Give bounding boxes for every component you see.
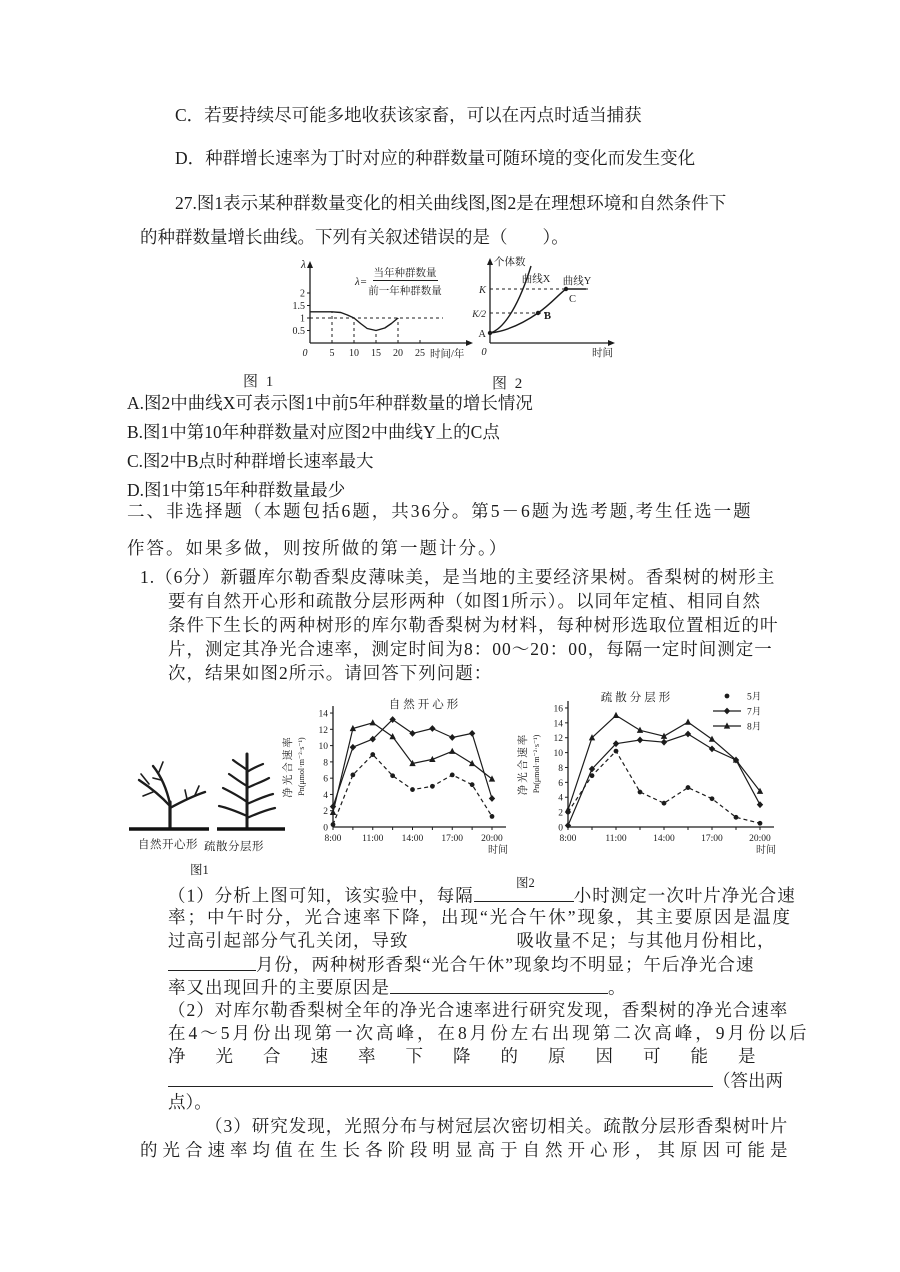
q1-stem-line3: 条件下生长的两种树形的库尔勒香梨树为材料，每种树形选取位置相近的叶 <box>168 615 779 635</box>
svg-text:时间: 时间 <box>592 348 613 359</box>
svg-text:20: 20 <box>393 348 403 359</box>
svg-text:A: A <box>478 329 486 340</box>
svg-text:1: 1 <box>300 313 305 325</box>
sub1-line5-text-b: 。 <box>608 977 627 998</box>
sub1-line5-text-a: 率又出现回升的主要原因是 <box>168 977 390 998</box>
svg-text:时间: 时间 <box>756 845 776 856</box>
svg-text:12: 12 <box>553 734 563 745</box>
sub1-line2: 率；中午时分，光合速率下降，出现“光合午休”现象，其主要原因是温度 <box>168 907 793 927</box>
sub3-line1: （3）研究发现，光照分布与树冠层次密切相关。疏散分层形香梨树叶片 <box>205 1116 789 1136</box>
tree-label-open-center: 自然开心形 <box>138 839 198 851</box>
q27-figure2-growth-curves-chart <box>473 252 628 370</box>
layered-tree-drawing <box>219 754 275 828</box>
svg-text:2: 2 <box>558 808 563 819</box>
sub1-line1 <box>168 883 796 907</box>
section2-header-line1: 二、非选择题（本题包括6题，共36分。第5－6题为选考题,考生任选一题 <box>127 501 753 521</box>
q1-stem-line4: 片，测定其净光合速率，测定时间为8：00～20：00，每隔一定时间测定一 <box>168 639 773 659</box>
q27-fig1-caption: 图 1 <box>243 374 276 390</box>
svg-text:10: 10 <box>349 348 359 359</box>
tree-label-layered: 疏散分层形 <box>204 841 264 853</box>
q27-option-a: A.图2中曲线X可表示图1中前5年种群数量的增长情况 <box>127 393 533 413</box>
svg-text:λ=: λ= <box>355 276 368 288</box>
svg-text:B: B <box>544 311 552 322</box>
q1-stem-line5: 次，结果如图2所示。请回答下列问题： <box>168 663 493 683</box>
pn-chart-layered <box>518 688 793 866</box>
q1-stem-line1: 1.（6分）新疆库尔勒香梨皮薄味美，是当地的主要经济果树。香梨树的树形主 <box>140 567 776 587</box>
svg-text:2: 2 <box>323 807 328 818</box>
svg-text:λ: λ <box>301 259 306 271</box>
svg-text:0: 0 <box>481 347 487 358</box>
svg-text:8:00: 8:00 <box>324 834 342 844</box>
svg-text:时间: 时间 <box>488 845 508 856</box>
svg-text:Pn(μmol·m⁻²·s⁻¹): Pn(μmol·m⁻²·s⁻¹) <box>532 734 541 794</box>
svg-text:14:00: 14:00 <box>401 834 424 844</box>
sub1-line1-text-b: 小时测定一次叶片净光合速 <box>573 885 796 906</box>
q27-stem-line2: 的种群数量增长曲线。下列有关叙述错误的是（ ）。 <box>140 227 569 247</box>
svg-text:10: 10 <box>553 749 563 760</box>
sub1-line3 <box>168 929 776 952</box>
blank-month <box>168 952 256 971</box>
svg-text:C: C <box>569 294 577 305</box>
svg-text:6: 6 <box>323 774 328 785</box>
svg-text:0.5: 0.5 <box>292 326 305 337</box>
blank-decline-reason <box>168 1068 713 1087</box>
svg-text:12: 12 <box>318 725 328 736</box>
svg-text:0: 0 <box>558 823 563 834</box>
svg-text:8:00: 8:00 <box>559 834 577 844</box>
q27-stem-line1: 27.图1表示某种群数量变化的相关曲线图,图2是在理想环境和自然条件下 <box>175 193 727 213</box>
svg-text:K: K <box>478 285 486 296</box>
q27-option-b: B.图1中第10年种群数量对应图2中曲线Y上的C点 <box>127 422 500 442</box>
blank-co2-absorption <box>409 929 517 947</box>
svg-text:1.5: 1.5 <box>292 301 305 312</box>
svg-text:10: 10 <box>318 742 328 753</box>
svg-text:自然开心形: 自然开心形 <box>388 699 462 711</box>
sub1-line4-text: 月份，两种树形香梨“光合午休”现象均不明显；午后净光合速 <box>256 954 755 975</box>
svg-text:20:00: 20:00 <box>481 834 503 844</box>
svg-text:Pn(μmol·m⁻²·s⁻¹): Pn(μmol·m⁻²·s⁻¹) <box>297 737 306 796</box>
svg-text:0: 0 <box>323 823 328 834</box>
svg-text:5月: 5月 <box>747 692 762 703</box>
sub2-line2: 在4～5月份出现第一次高峰，在8月份左右出现第二次高峰，9月份以后 <box>168 1023 810 1043</box>
svg-text:净光合速率: 净光合速率 <box>283 735 294 798</box>
q26-option-d: D．种群增长速率为丁时对应的种群数量可随环境的变化而发生变化 <box>175 148 696 168</box>
q27-fig2-caption: 图 2 <box>492 376 525 392</box>
sub1-line3-text-b: 吸收量不足；与其他月份相比， <box>516 930 776 951</box>
q27-figure1-lambda-chart <box>283 255 483 373</box>
sub2-line3: 净光合速率下降的原因可能是 <box>168 1046 786 1066</box>
sub2-line4 <box>168 1068 783 1092</box>
svg-text:净光合速率: 净光合速率 <box>518 732 529 796</box>
q26-option-c: C．若要持续尽可能多地收获该家畜，可以在丙点时适当捕获 <box>175 105 642 125</box>
open-center-tree-drawing <box>139 762 205 828</box>
blank-afternoon-recovery-reason <box>390 975 608 994</box>
svg-text:4: 4 <box>323 790 328 801</box>
svg-text:8: 8 <box>323 758 328 769</box>
svg-text:14:00: 14:00 <box>653 834 675 844</box>
svg-text:11:00: 11:00 <box>362 834 384 844</box>
q1-stem-line2: 要有自然开心形和疏散分层形两种（如图1所示）。以同年定植、相同自然 <box>168 591 761 611</box>
svg-text:0: 0 <box>302 348 308 359</box>
svg-text:15: 15 <box>371 348 381 359</box>
svg-text:曲线Y: 曲线Y <box>562 276 592 287</box>
svg-text:曲线X: 曲线X <box>521 274 551 285</box>
sub1-line1-text-a: （1）分析上图可知，该实验中，每隔 <box>168 885 474 906</box>
svg-text:17:00: 17:00 <box>441 834 464 844</box>
svg-text:K/2: K/2 <box>472 310 486 320</box>
pn-chart-natural-open <box>278 695 523 863</box>
sub1-line4 <box>168 952 755 976</box>
tree-shapes-figure <box>125 742 290 834</box>
q1-fig1-caption: 图1 <box>190 863 209 877</box>
svg-text:16: 16 <box>553 704 563 715</box>
blank-interval-hours <box>474 883 574 902</box>
sub2-line1: （2）对库尔勒香梨树全年的净光合速率进行研究发现，香梨树的净光合速率 <box>168 1000 789 1020</box>
svg-text:14: 14 <box>553 719 563 730</box>
svg-text:2: 2 <box>300 288 305 300</box>
svg-text:8: 8 <box>558 763 563 774</box>
svg-text:20:00: 20:00 <box>749 834 771 844</box>
q27-option-c: C.图2中B点时种群增长速率最大 <box>127 451 374 471</box>
sub2-line4-text: （答出两 <box>713 1070 783 1091</box>
svg-text:17:00: 17:00 <box>701 834 723 844</box>
sub3-line2: 的光合速率均值在生长各阶段明显高于自然开心形，其原因可能是 <box>140 1140 793 1160</box>
svg-text:5: 5 <box>329 348 335 359</box>
svg-text:当年种群数量: 当年种群数量 <box>373 268 437 279</box>
svg-text:14: 14 <box>318 709 328 720</box>
svg-text:个体数: 个体数 <box>494 257 526 268</box>
section2-header-line2: 作答。如果多做，则按所做的第一题计分。） <box>127 538 509 558</box>
svg-text:11:00: 11:00 <box>605 834 627 844</box>
svg-text:疏散分层形: 疏散分层形 <box>600 692 674 704</box>
svg-text:6: 6 <box>558 778 563 789</box>
sub1-line5 <box>168 975 627 999</box>
svg-text:25: 25 <box>415 348 425 359</box>
svg-text:前一年种群数量: 前一年种群数量 <box>368 286 442 297</box>
svg-text:7月: 7月 <box>747 707 762 718</box>
q1-fig2-caption: 图2 <box>516 876 535 890</box>
sub2-line5: 点）。 <box>168 1092 212 1112</box>
q27-option-d: D.图1中第15年种群数量最少 <box>127 480 346 500</box>
svg-text:8月: 8月 <box>747 722 762 733</box>
svg-text:4: 4 <box>558 793 563 804</box>
sub1-line3-text-a: 过高引起部分气孔关闭，导致 <box>168 930 409 951</box>
svg-text:时间/年: 时间/年 <box>430 349 465 360</box>
